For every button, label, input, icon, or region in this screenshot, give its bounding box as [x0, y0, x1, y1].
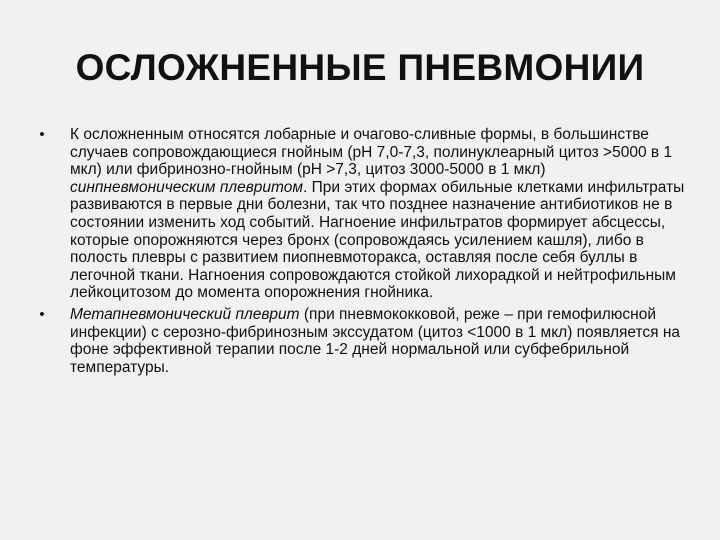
bullet-text [70, 126, 686, 302]
bullet-text-part: (при пневмококковой, реже – при гемофилюсной инфекции) с серозно-фибринозным экссудатом (цитоз <1000 в 1 мкл) появляется на фоне эффективной терапии после 1-2 дней нормальной или субфебрильной температуры. [70, 305, 681, 376]
bullet-item-1 [36, 126, 686, 302]
bullet-icon: • [39, 126, 45, 143]
bullet-text [70, 306, 686, 376]
bullet-text-part: . При этих формах обильные клетками инфильтраты развиваются в первые дни болезни, так что позднее назначение антибиотиков не в состоянии изменить ход событий. Нагноение инфильтратов формирует абсцессы, которые опорожняются через бронх (сопровождаясь усилением кашля), либо в полость плевры с развитием пиопневмоторакса, оставляя после себя буллы в легочной ткани. Нагноения сопровождаются стойкой лихорадкой и нейтрофильным лейкоцитозом до момента опорожнения гнойника. [70, 178, 685, 302]
bullet-icon: • [39, 305, 45, 323]
bullet-item-2 [36, 306, 686, 376]
bullet-text-italic: Метапневмонический плеврит [70, 305, 300, 323]
bullet-list [36, 126, 686, 380]
slide-title: ОСЛОЖНЕННЫЕ ПНЕВМОНИИ [75, 47, 645, 88]
bullet-text-part: К осложненным относятся лобарные и очагово-сливные формы, в большинстве случаев сопровождающиеся гнойным (рН 7,0-7,3, полинуклеарный цитоз >5000 в 1 мкл) или фибринозно-гнойным (рН >7,3, цитоз 3000-5000 в 1 мкл) [70, 126, 673, 179]
bullet-text-italic: синпневмоническим плевритом [70, 178, 304, 196]
